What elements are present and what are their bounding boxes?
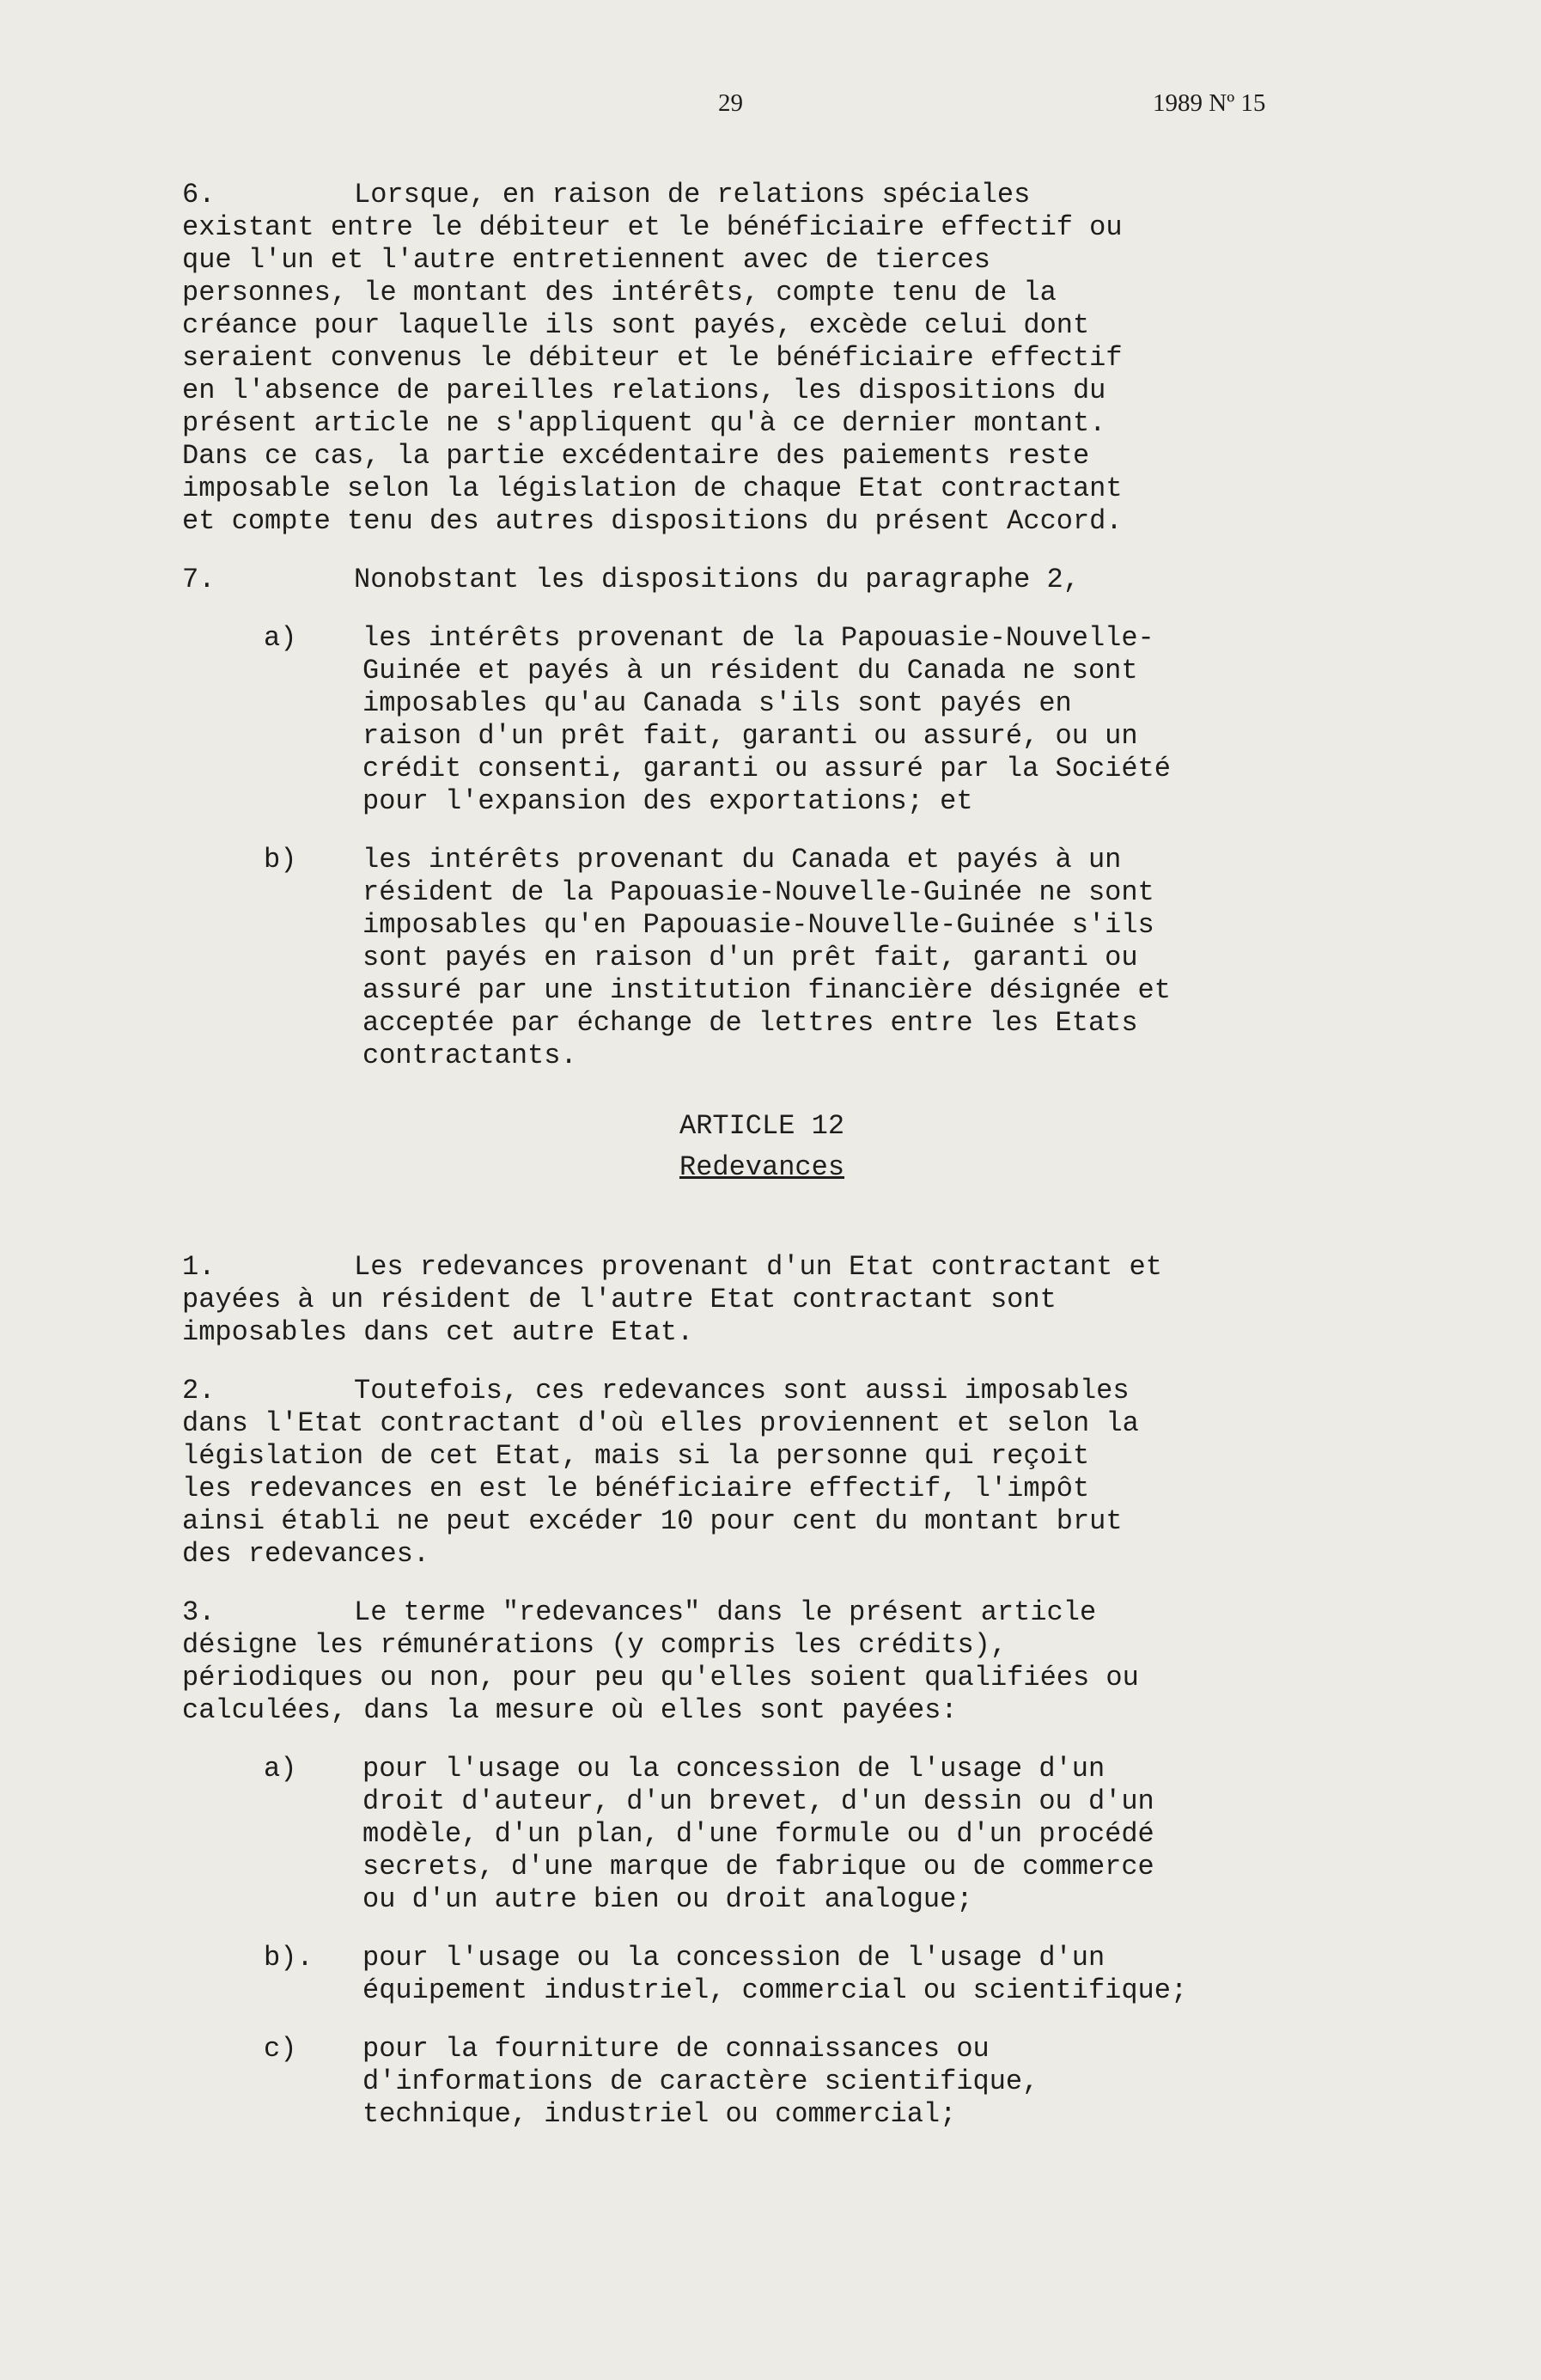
text-line: ainsi établi ne peut excéder 10 pour cent du montant brut (182, 1505, 1123, 1537)
text-line: dans l'Etat contractant d'où elles proviennent et selon la (182, 1407, 1139, 1439)
text-line: les redevances en est le bénéficiaire effectif, l'impôt (182, 1473, 1090, 1504)
item-label: a) (264, 1753, 297, 1785)
text-line: désigne les rémunérations (y compris les crédits), (182, 1629, 1008, 1661)
text-line: imposables dans cet autre Etat. (182, 1316, 694, 1348)
text-line: personnes, le montant des intérêts, compte tenu de la (182, 277, 1057, 308)
paragraph-number: 6. (182, 179, 216, 211)
text-line: pour l'expansion des exportations; et (362, 785, 973, 817)
text-line: Le terme "redevances" dans le présent article (354, 1596, 1097, 1628)
text-line: assuré par une institution financière désignée et (362, 974, 1171, 1006)
text-line: Lorsque, en raison de relations spéciales (354, 179, 1031, 211)
paragraph-7 (182, 564, 1342, 596)
text-line: législation de cet Etat, mais si la personne qui reçoit (182, 1440, 1090, 1472)
paragraph-number: 3. (182, 1596, 216, 1628)
text-line: Nonobstant les dispositions du paragraphe 2, (354, 564, 1080, 595)
subparagraph-a (182, 622, 1342, 818)
text-line: les intérêts provenant de la Papouasie-Nouvelle- (362, 622, 1154, 654)
text-line: et compte tenu des autres dispositions du présent Accord. (182, 505, 1123, 537)
subparagraph-3b (182, 1942, 1342, 2007)
text-line: existant entre le débiteur et le bénéficiaire effectif ou (182, 211, 1123, 243)
text-line: sont payés en raison d'un prêt fait, garanti ou (362, 942, 1138, 973)
subparagraph-3a (182, 1753, 1342, 1916)
paragraph-1 (182, 1251, 1342, 1349)
text-line: que l'un et l'autre entretiennent avec de tierces (182, 244, 990, 276)
text-line: pour la fourniture de connaissances ou (362, 2033, 990, 2065)
text-line: imposables qu'en Papouasie-Nouvelle-Guinée s'ils (362, 909, 1154, 941)
text-line: contractants. (362, 1040, 577, 1071)
item-label: b). (264, 1942, 314, 1974)
paragraph-number: 7. (182, 564, 216, 595)
article-subtitle (182, 1151, 1342, 1184)
text-line: Dans ce cas, la partie excédentaire des paiements reste (182, 440, 1090, 472)
item-label: b) (264, 844, 297, 876)
text-line: Guinée et payés à un résident du Canada ne sont (362, 655, 1138, 687)
item-label: a) (264, 622, 297, 654)
text-line: calculées, dans la mesure où elles sont payées: (182, 1694, 958, 1726)
text-line: résident de la Papouasie-Nouvelle-Guinée ne sont (362, 876, 1154, 908)
page-number: 29 (718, 89, 743, 117)
paragraph-2 (182, 1375, 1342, 1571)
text-line: des redevances. (182, 1538, 430, 1570)
text-line: en l'absence de pareilles relations, les dispositions du (182, 375, 1106, 406)
text-line: d'informations de caractère scientifique, (362, 2066, 1039, 2097)
text-line: acceptée par échange de lettres entre les Etats (362, 1007, 1138, 1039)
text-line: pour l'usage ou la concession de l'usage d'un (362, 1942, 1106, 1974)
paragraph-number: 1. (182, 1251, 216, 1283)
text-line: créance pour laquelle ils sont payés, excède celui dont (182, 309, 1090, 341)
text-line: technique, industriel ou commercial; (362, 2098, 957, 2130)
subtitle-text: Redevances (679, 1151, 845, 1183)
text-line: imposable selon la législation de chaque Etat contractant (182, 473, 1123, 504)
text-line: crédit consenti, garanti ou assuré par la Société (362, 753, 1171, 784)
paragraph-number: 2. (182, 1375, 216, 1407)
text-line: périodiques ou non, pour peu qu'elles soient qualifiées ou (182, 1662, 1139, 1693)
text-line: Les redevances provenant d'un Etat contractant et (354, 1251, 1162, 1283)
text-line: Toutefois, ces redevances sont aussi imposables (354, 1375, 1130, 1407)
gazette-reference: 1989 Nº 15 (1153, 89, 1266, 117)
text-line: seraient convenus le débiteur et le bénéficiaire effectif (182, 342, 1123, 374)
subparagraph-3c (182, 2033, 1342, 2131)
text-line: équipement industriel, commercial ou scientifique; (362, 1974, 1188, 2006)
text-line: ou d'un autre bien ou droit analogue; (362, 1883, 973, 1915)
subparagraph-b (182, 844, 1342, 1072)
text-line: imposables qu'au Canada s'ils sont payés en (362, 687, 1072, 719)
text-line: présent article ne s'appliquent qu'à ce dernier montant. (182, 407, 1106, 439)
text-line: modèle, d'un plan, d'une formule ou d'un procédé (362, 1818, 1154, 1850)
text-line: pour l'usage ou la concession de l'usage d'un (362, 1753, 1106, 1785)
item-label: c) (264, 2033, 297, 2065)
document-body (182, 179, 1342, 2157)
text-line: secrets, d'une marque de fabrique ou de commerce (362, 1851, 1154, 1883)
text-line: raison d'un prêt fait, garanti ou assuré, ou un (362, 720, 1138, 752)
paragraph-6 (182, 179, 1342, 538)
text-line: payées à un résident de l'autre Etat contractant sont (182, 1284, 1057, 1315)
text-line: les intérêts provenant du Canada et payés à un (362, 844, 1122, 876)
paragraph-3 (182, 1596, 1342, 1727)
article-title: ARTICLE 12 (679, 1110, 845, 1142)
text-line: droit d'auteur, d'un brevet, d'un dessin ou d'un (362, 1785, 1154, 1817)
